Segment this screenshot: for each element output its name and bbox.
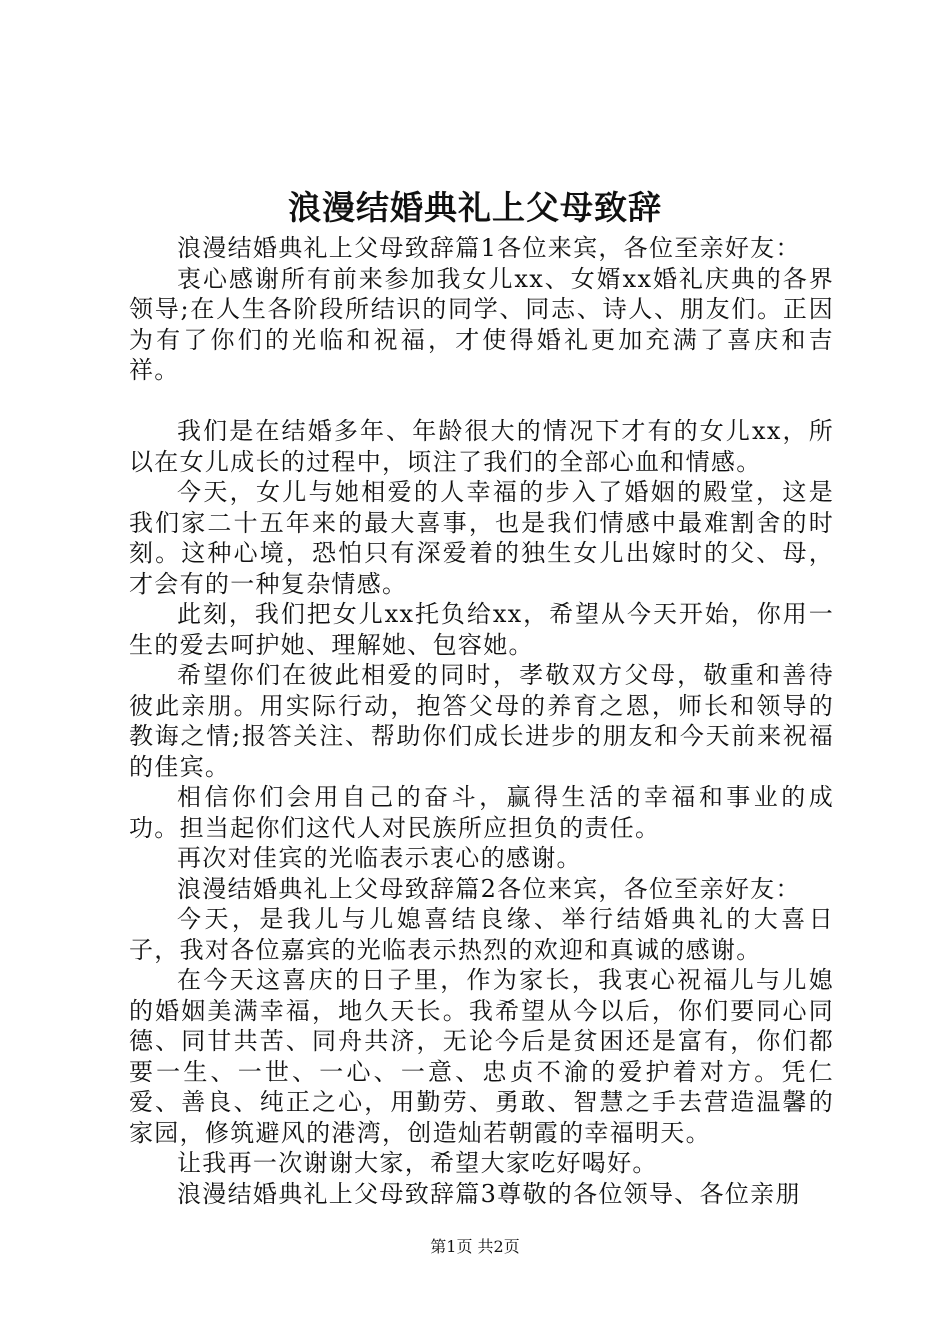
paragraph-4: 今天，女儿与她相爱的人幸福的步入了婚姻的殿堂，这是我们家二十五年来的最大喜事，也是我们情感中最难割舍的时刻。这种心境，恐怕只有深爱着的独生女儿出嫁时的父、母，才会有的一种复杂情感。 — [129, 478, 834, 598]
paragraph-12: 让我再一次谢谢大家，希望大家吃好喝好。 — [177, 1149, 658, 1177]
paragraph-11: 在今天这喜庆的日子里，作为家长，我衷心祝福儿与儿媳的婚姻美满幸福，地久天长。我希望从今以后，你们要同心同德、同甘共苦、同舟共济，无论今后是贫困还是富有，你们都要一生、一世、一心、一意、忠贞不渝的爱护着对方。凭仁爱、善良、纯正之心，用勤劳、勇敢、智慧之手去营造温馨的家园，修筑避风的港湾，创造灿若朝霞的幸福明天。 — [129, 966, 834, 1147]
paragraph-13: 浪漫结婚典礼上父母致辞篇3尊敬的各位领导、各位亲朋 — [177, 1179, 801, 1208]
page-footer: 第1页 共2页 — [430, 1237, 520, 1256]
paragraph-3: 我们是在结婚多年、年龄很大的情况下才有的女儿xx，所以在女儿成长的过程中，顷注了我们的全部心血和情感。 — [129, 417, 834, 476]
paragraph-9: 浪漫结婚典礼上父母致辞篇2各位来宾，各位至亲好友： — [177, 874, 801, 903]
document-body — [129, 233, 834, 1209]
paragraph-8: 再次对佳宾的光临表示衷心的感谢。 — [177, 844, 582, 872]
paragraph-7: 相信你们会用自己的奋斗，赢得生活的幸福和事业的成功。担当起你们这代人对民族所应担负的责任。 — [129, 783, 834, 842]
paragraph-2: 衷心感谢所有前来参加我女儿xx、女婿xx婚礼庆典的各界领导;在人生各阶段所结识的同学、同志、诗人、朋友们。正因为有了你们的光临和祝福，才使得婚礼更加充满了喜庆和吉祥。 — [129, 264, 834, 384]
paragraph-5: 此刻，我们把女儿xx托负给xx，希望从今天开始，你用一生的爱去呵护她、理解她、包容她。 — [129, 600, 834, 659]
paragraph-1: 浪漫结婚典礼上父母致辞篇1各位来宾，各位至亲好友： — [177, 234, 801, 262]
paragraph-10: 今天，是我儿与儿媳喜结良缘、举行结婚典礼的大喜日子，我对各位嘉宾的光临表示热烈的欢迎和真诚的感谢。 — [129, 905, 834, 964]
paragraph-6: 希望你们在彼此相爱的同时，孝敬双方父母，敬重和善待彼此亲朋。用实际行动，抱答父母的养育之恩，师长和领导的教诲之情;报答关注、帮助你们成长进步的朋友和今天前来祝福的佳宾。 — [129, 661, 834, 781]
document-title: 浪漫结婚典礼上父母致辞 — [288, 188, 662, 227]
